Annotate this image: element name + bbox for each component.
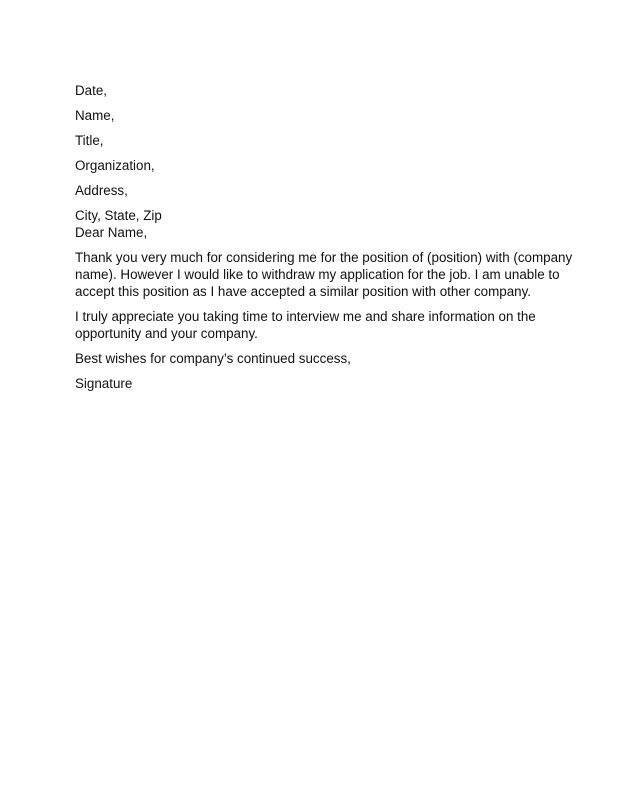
recipient-title-line: Title,	[75, 133, 104, 148]
body-paragraph-withdrawal: Thank you very much for considering me for the position of (position) with (company name). However I would like to withdraw my application for the job. I am unable to accept this position as I have accepted a similar position with other company.	[75, 250, 573, 299]
body-paragraph-appreciation: I truly appreciate you taking time to interview me and share information on the opportunity and your company.	[75, 309, 536, 341]
letter-body	[75, 82, 575, 392]
date-line: Date,	[75, 83, 108, 98]
city-state-zip-line: City, State, Zip	[75, 208, 162, 223]
closing-line: Best wishes for company’s continued success,	[75, 351, 351, 366]
signature-line: Signature	[75, 376, 133, 391]
salutation: Dear Name,	[75, 225, 148, 240]
recipient-name-line: Name,	[75, 108, 115, 123]
organization-line: Organization,	[75, 158, 155, 173]
address-line: Address,	[75, 183, 128, 198]
